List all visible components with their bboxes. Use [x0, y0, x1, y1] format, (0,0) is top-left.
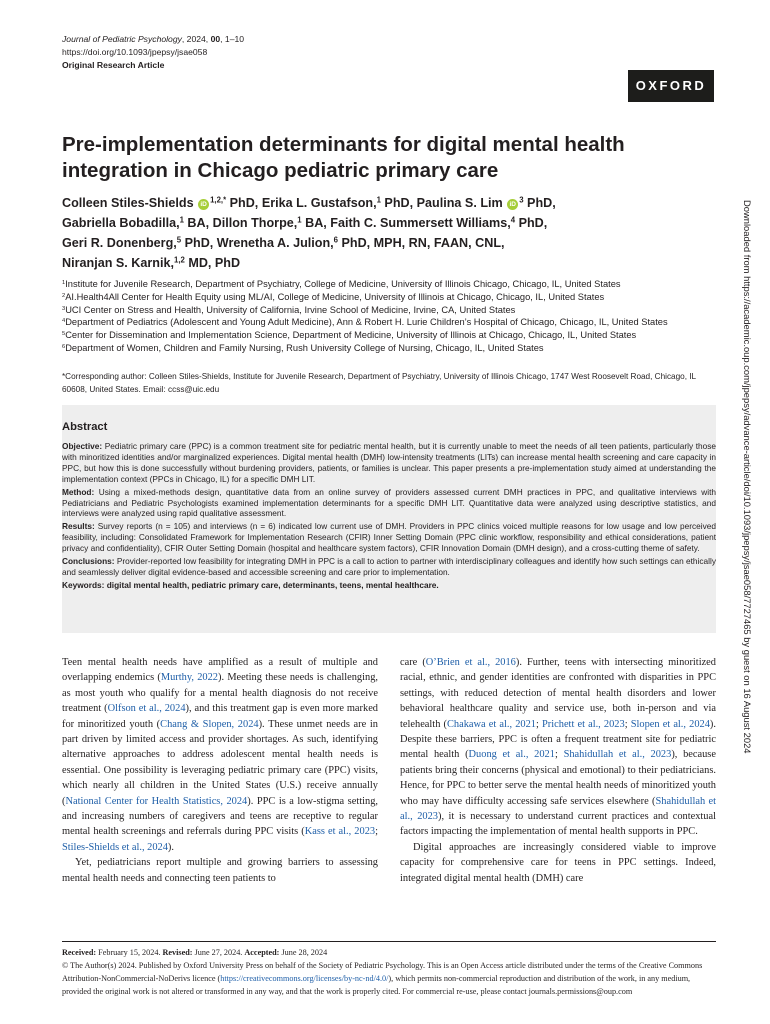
citation-link[interactable]: Olfson et al., 2024	[107, 703, 186, 715]
orcid-icon[interactable]: iD	[507, 199, 518, 210]
citation-link[interactable]: National Center for Health Statistics, 2024	[65, 795, 248, 807]
accepted-date: June 28, 2024	[279, 948, 328, 957]
author-line-4	[62, 253, 722, 273]
abstract-conclusions	[62, 556, 716, 578]
conclusions-label: Conclusions:	[62, 556, 115, 567]
author-name[interactable]: PhD, Wrenetha A. Julion,	[181, 236, 334, 250]
body-text-run: ). These unmet needs are in part driven by limited access and provider shortages. As such, identifying alternative approaches to address adolescent mental health needs is essential. One possibility is leveraging pediatric primary care (PPC) visits, which nearly all children in the United States (U.S.) receive annually (	[62, 718, 378, 807]
objective-text: Pediatric primary care (PPC) is a common treatment site for pediatric mental health, but it is currently unable to meet the needs of all teen patients, particularly those with minoritized identities and/or marginalized experiences. Digital mental health (DMH) low-intensity treatments (LITs) can increase mental health screening and care capacity in PPC, but how this is done successfully without burdening providers, patients, or families is unclear. This paper presents a pre-implementation study aimed at understanding the implementation context (PPCs in Chicago, IL) for a specific DMH LIT.	[62, 441, 716, 484]
received-label: Received:	[62, 948, 97, 957]
revised-label: Revised:	[162, 948, 193, 957]
orcid-icon[interactable]: iD	[198, 199, 209, 210]
body-text-run: ), and this treatment gap is even more marked for minoritized youth (	[62, 703, 378, 730]
keywords-text: digital mental health, pediatric primary care, determinants, teens, mental healthcare.	[104, 579, 439, 590]
affiliation-num: 5	[62, 331, 66, 338]
author-degree: PhD,	[380, 196, 417, 210]
citation-link[interactable]: O’Brien et al., 2016	[425, 657, 516, 668]
body-text-run: ).	[167, 841, 174, 853]
results-label: Results:	[62, 521, 95, 532]
affiliation-num: 2	[62, 292, 66, 299]
accepted-label: Accepted:	[244, 948, 280, 957]
citation-link[interactable]: Shahidullah et al., 2023	[563, 749, 672, 761]
body-text-run: ). PPC is a low-stigma setting, and increasing numbers of caregivers and teens are receptive to regular mental health screenings and referrals during PPC visits (	[62, 795, 378, 838]
body-text-run: ). Meeting these needs is challenging, as most youth who qualify for a mental health diagnosis do not receive treatment (	[62, 672, 378, 715]
article-type: Original Research Article	[62, 60, 165, 70]
affiliation-item	[62, 304, 722, 317]
body-text-run: ;	[536, 718, 543, 730]
license-text	[62, 959, 716, 998]
author-sup: 6	[333, 235, 338, 245]
method-text: Using a mixed-methods design, quantitative data from an online survey of providers assessed current DMH practices in PPC, and qualitative interviews with Pediatricians and Pediatric Psychologists examined implementation determinants for a specific DMH LIT. Quantitative data were analyzed using descriptive statistics, and interviews were analyzed using rapid qualitative assessment.	[62, 486, 716, 519]
author-name[interactable]: Niranjan S. Karnik,	[62, 256, 174, 270]
author-name[interactable]: BA, Faith C. Summersett Williams,	[301, 216, 511, 230]
affiliation-num: 4	[62, 318, 66, 325]
affiliation-num: 1	[62, 279, 66, 286]
author-line-1	[62, 193, 722, 213]
license-part: © The Author(s) 2024. Published by Oxford University Press on behalf of the Society of Pediatric Psychology. This is an Open Access article distributed under the terms of the Creative Commons Attribution-NonCommercial-NoDerivs licence (	[62, 961, 703, 983]
method-label: Method:	[62, 486, 95, 497]
author-list	[62, 193, 722, 273]
citation-link[interactable]: Prichett et al., 2023	[542, 718, 625, 730]
results-text: Survey reports (n = 105) and interviews (n = 6) indicated low current use of DMH. Providers in PPC clinics voiced multiple reasons for low usage and low perceived feasibility, including: Consolidated Framework for Implementation Research (CFIR) Inner Setting Domain (PPC clinic workflow, responsibility and ethical considerations, patient privacy and confidentiality), CFIR Outer Setting Domain (hospital and healthcare system factors), CFIR Innovation Domain (DMH design), and a cross-cutting theme of safety.	[62, 521, 716, 554]
journal-volume: 00	[210, 34, 221, 44]
abstract-keywords	[62, 580, 716, 591]
author-sup: 1	[376, 195, 381, 205]
license-part: ), which permits non-commercial reproduction and distribution of the work, in any medium, provided the original work is not altered or transformed in any way, and that the work is properly cited. For commercial re-use, please contact journals.permissions@oup.com	[62, 974, 691, 996]
affiliation-text: UCI Center on Stress and Health, University of California, Irvine School of Medicine, Irvine, CA, United States	[65, 304, 516, 315]
citation-link[interactable]: Murthy, 2022	[160, 672, 218, 684]
author-sup: 1,2	[173, 255, 185, 265]
affiliation-text: Department of Women, Children and Family Nursing, Rush University College of Nursing, Chicago, IL, United States	[65, 342, 544, 353]
author-line-3	[62, 233, 722, 253]
abstract-heading: Abstract	[62, 421, 108, 433]
abstract-results	[62, 521, 716, 554]
journal-header	[62, 33, 712, 72]
affiliation-item	[62, 316, 722, 329]
body-text-run: Teen mental health needs have amplified as a result of multiple and overlapping endemics (	[62, 657, 378, 684]
citation-link[interactable]: Chakawa et al., 2021	[446, 718, 536, 730]
affiliation-text: AI.Health4All Center for Health Equity using ML/AI, College of Medicine, University of Illinois at Chicago, Chicago, IL, United States	[65, 291, 605, 302]
revised-date: June 27, 2024.	[192, 948, 245, 957]
abstract-objective	[62, 441, 716, 485]
author-name[interactable]: BA, Dillon Thorpe,	[183, 216, 298, 230]
affiliation-item	[62, 278, 722, 291]
author-degree: PhD,	[515, 216, 548, 230]
objective-label: Objective:	[62, 441, 103, 451]
doi-link[interactable]: https://doi.org/10.1093/jpepsy/jsae058	[62, 47, 208, 57]
affiliation-text: Department of Pediatrics (Adolescent and Young Adult Medicine), Ann & Robert H. Lurie Children’s Hospital of Chicago, Chicago, IL, United States	[65, 317, 668, 328]
author-sup: 1	[297, 215, 302, 225]
dates-line	[62, 946, 716, 959]
citation-link[interactable]: Chang & Slopen, 2024	[160, 718, 259, 730]
author-sup: 1,2,*	[210, 195, 227, 205]
body-paragraph	[62, 655, 378, 855]
author-name[interactable]: Colleen Stiles-Shields	[62, 196, 198, 210]
affiliation-num: 6	[62, 343, 66, 350]
body-text-run: ), because patients bring their concerns (physical and emotional) to their pediatricians. Hence, for PPC to better serve the mental health needs of minoritized youth who may have difficulty accessing safe services elsewhere (	[400, 749, 716, 807]
author-name[interactable]: Erika L. Gustafson,	[261, 196, 377, 210]
article-title: Pre-implementation determinants for digital mental health integration in Chicago pediatric primary care	[62, 133, 625, 182]
article-footer	[62, 941, 716, 998]
citation-link[interactable]: Stiles-Shields et al., 2024	[62, 841, 168, 853]
body-paragraph: Digital approaches are increasingly considered viable to improve capacity for comprehensive care for teens in PPC settings. Indeed, integrated digital mental health (DMH) care	[400, 841, 716, 884]
journal-citation	[62, 33, 712, 46]
author-degree: PhD, MPH, RN, FAAN, CNL,	[338, 236, 505, 250]
download-sidebar	[740, 200, 754, 940]
affiliation-num: 3	[62, 305, 66, 312]
conclusions-text: Provider-reported low feasibility for integrating DMH in PPC is a call to action to partner with interdisciplinary colleagues and identify how such settings can ethically and seamlessly deliver digital evidence-based and accessible screening and care prior to implementation.	[62, 556, 716, 577]
received-date: February 15, 2024.	[96, 948, 163, 957]
affiliation-item	[62, 329, 722, 342]
author-sup: 5	[176, 235, 182, 245]
keywords-label: Keywords:	[62, 579, 105, 590]
journal-pages: , 1–10	[220, 34, 245, 44]
affiliation-text: Center for Dissemination and Implementation Science, Department of Medicine, University of Illinois at Chicago, Chicago, IL, United States	[65, 330, 637, 341]
journal-name: Journal of Pediatric Psychology	[62, 34, 182, 44]
corresponding-author: *Corresponding author: Colleen Stiles-Shields, Institute for Juvenile Research, Department of Psychiatry, University of Illinois Chicago, 1747 West Roosevelt Road, Chicago, IL 60608, United States. Email: ccss@uic.edu	[62, 372, 696, 394]
body-text-run: ;	[624, 718, 631, 730]
author-name[interactable]: Paulina S. Lim	[416, 196, 507, 210]
affiliation-text: Institute for Juvenile Research, Department of Psychiatry, College of Medicine, University of Illinois Chicago, Chicago, IL, United States	[65, 279, 621, 289]
body-text-run: ;	[554, 749, 564, 761]
affiliation-item	[62, 342, 722, 355]
author-sup: 1	[179, 215, 184, 225]
abstract-method	[62, 487, 716, 520]
affiliation-item	[62, 291, 722, 304]
author-sup: 3	[519, 195, 524, 205]
download-note: Downloaded from https://academic.oup.com/jpepsy/advance-article/doi/10.1093/jpepsy/jsae058/7727465 by guest on 16 August 2024	[742, 200, 753, 754]
author-sup: 4	[510, 215, 516, 225]
body-column-left	[62, 655, 378, 886]
author-degree: PhD,	[226, 196, 262, 210]
citation-link[interactable]: Shahidullah et al., 2023	[400, 795, 716, 823]
body-paragraph: Yet, pediatricians report multiple and growing barriers to assessing mental health needs and connecting teen patients to	[62, 857, 378, 884]
author-line-2	[62, 213, 722, 233]
author-degree: MD, PhD	[184, 256, 241, 270]
abstract-box	[62, 405, 716, 633]
author-degree: PhD,	[523, 196, 556, 210]
affiliations	[62, 278, 722, 355]
body-paragraph	[400, 655, 716, 840]
body-text-run: ), it is necessary to understand current practices and contextual factors impacting the implementation of mental health supports in PPC.	[400, 811, 716, 838]
body-text-run: care (	[400, 657, 426, 668]
body-text-run: ). Further, teens with intersecting minoritized racial, ethnic, and gender identities are confronted with disparities in PPC settings, with reduced detection of mental health disorders and lower behavioral healthcare quality and service use, both in-person and via telehealth (	[400, 657, 716, 730]
author-name[interactable]: Geri R. Donenberg,	[62, 236, 177, 250]
citation-link[interactable]: Duong et al., 2021	[468, 749, 555, 761]
journal-year: , 2024,	[181, 34, 211, 44]
oxford-logo: OXFORD	[628, 70, 714, 102]
license-link[interactable]: https://creativecommons.org/licenses/by-nc-nd/4.0/	[220, 974, 389, 983]
author-name[interactable]: Gabriella Bobadilla,	[62, 216, 180, 230]
citation-link[interactable]: Kass et al., 2023	[304, 826, 376, 838]
body-text-run: ). Despite these barriers, PPC is often a frequent treatment site for pediatric mental health (	[400, 718, 716, 761]
body-column-right	[400, 655, 716, 886]
citation-link[interactable]: Slopen et al., 2024	[630, 718, 710, 730]
body-text-run: ;	[375, 826, 378, 838]
